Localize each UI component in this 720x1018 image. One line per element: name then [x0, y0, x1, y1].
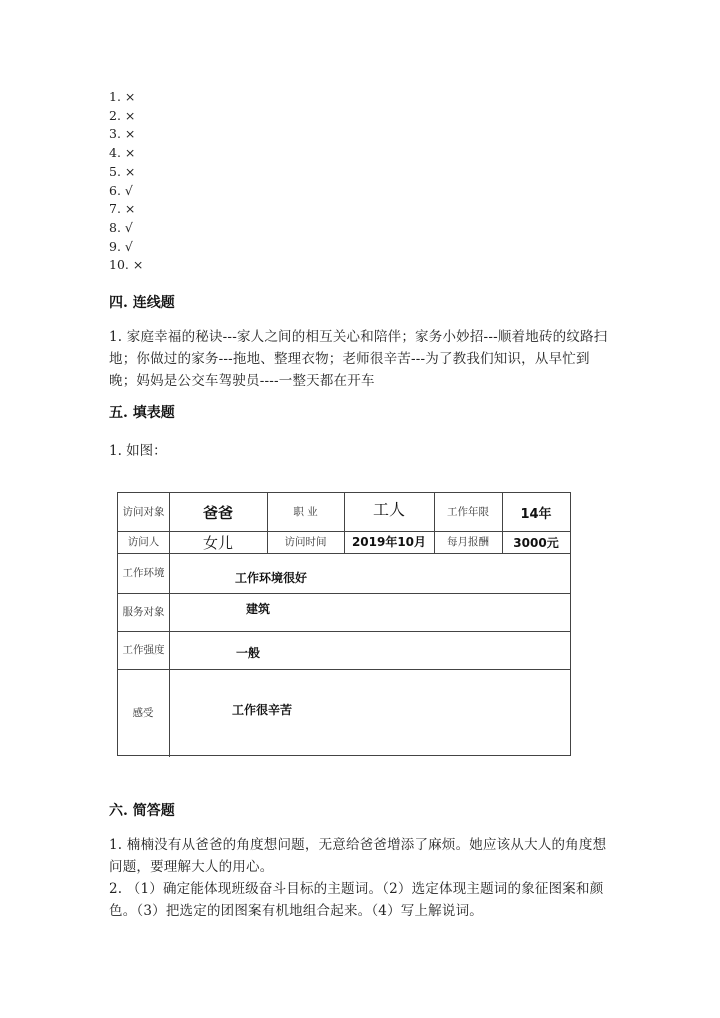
work-intensity-label: 工作强度: [122, 643, 165, 656]
section-heading-table: 五. 填表题: [109, 405, 175, 421]
visit-time-label: 访问时间: [284, 535, 327, 548]
visitor-value: 女儿: [202, 533, 233, 552]
visitor-label: 访问人: [127, 535, 160, 548]
work-env-label: 工作环境: [122, 566, 165, 579]
feeling-value: 工作很辛苦: [232, 703, 293, 717]
interview-table: [117, 492, 571, 756]
visit-time-value: 2019年10月: [351, 534, 427, 549]
monthly-pay-label: 每月报酬: [447, 535, 489, 548]
answer-item: 4. ×: [109, 145, 136, 161]
answer-item: 3. ×: [109, 126, 136, 142]
service-target-label: 服务对象: [122, 605, 165, 618]
section-heading-short-answer: 六. 简答题: [109, 803, 175, 819]
section-heading-matching: 四. 连线题: [109, 295, 175, 311]
answer-list: [109, 88, 143, 275]
answer-item: 6. √: [109, 182, 133, 198]
answer-item: 7. ×: [109, 201, 136, 217]
monthly-pay-value: 3000元: [513, 535, 559, 550]
work-intensity-value: 一般: [236, 646, 261, 660]
answer-item: 2. ×: [109, 107, 136, 123]
visit-target-value: 爸爸: [202, 503, 233, 522]
work-env-value: 工作环境很好: [235, 571, 308, 585]
work-years-label: 工作年限: [447, 505, 489, 518]
short-answer-paragraph-1: 1. 楠楠没有从爸爸的角度想问题，无意给爸爸增添了麻烦。她应该从大人的角度想问题，要理解大人的用心。: [109, 837, 607, 875]
answer-item: 5. ×: [109, 163, 136, 179]
short-answer-paragraph-2: 2. （1）确定能体现班级奋斗目标的主题词。（2）选定体现主题词的象征图案和颜色。（3）把选定的团图案有机地组合起来。（4）写上解说词。: [109, 881, 604, 919]
work-years-value: 14年: [520, 506, 552, 522]
matching-answer-paragraph: 1. 家庭幸福的秘诀---家人之间的相互关心和陪伴；家务小妙招---顺着地砖的纹路扫地；你做过的家务---拖地、整理衣物；老师很辛苦---为了教我们知识，从早忙到晚；妈妈是公交车驾驶员----一整天都在开车: [109, 329, 608, 389]
table-intro-label: 1. 如图：: [109, 443, 167, 459]
answer-item: 9. √: [109, 238, 133, 254]
service-target-value: 建筑: [246, 602, 271, 616]
answer-item: 8. √: [109, 219, 133, 235]
job-value: 工人: [372, 499, 405, 519]
answer-item: 10. ×: [109, 257, 144, 273]
feeling-label: 感受: [132, 707, 154, 719]
answer-item: 1. ×: [109, 89, 136, 104]
visit-target-label: 访问对象: [122, 505, 165, 518]
job-label: 职 业: [293, 505, 318, 518]
